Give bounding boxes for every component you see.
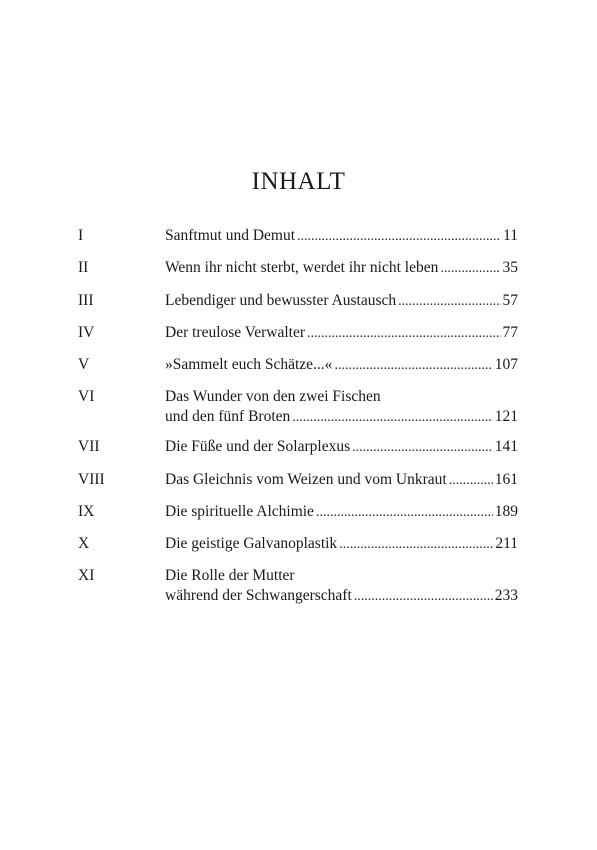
toc-entry: [78, 502, 518, 534]
chapter-title-first-line: Das Wunder von den zwei Fischen: [165, 388, 381, 405]
entry-line: [165, 470, 518, 491]
toc-entry: [78, 323, 518, 355]
chapter-numeral: VII: [78, 438, 100, 455]
chapter-numeral: VIII: [78, 471, 105, 488]
entry-text: [165, 502, 518, 523]
chapter-title: und den fünf Broten: [165, 408, 291, 425]
page-number: 121: [494, 408, 518, 425]
chapter-title: während der Schwangerschaft: [165, 587, 352, 604]
toc-entry: [78, 437, 518, 470]
dot-leader: [354, 587, 493, 607]
page-title: INHALT: [251, 168, 346, 195]
dot-leader: [307, 324, 500, 344]
table-of-contents: [78, 226, 518, 616]
chapter-title: Lebendiger und bewusster Austausch: [165, 292, 397, 309]
chapter-numeral: III: [78, 292, 94, 309]
dot-leader: [339, 535, 493, 555]
dot-leader: [334, 356, 492, 376]
entry-text: [165, 387, 518, 428]
chapter-numeral: IX: [78, 503, 95, 520]
chapter-title: Der treulose Verwalter: [165, 324, 306, 341]
entry-text: [165, 291, 518, 312]
chapter-numeral: X: [78, 535, 90, 552]
entry-text: [165, 566, 518, 607]
chapter-title: Die geistige Galvanoplastik: [165, 535, 338, 552]
page-number: 233: [494, 587, 518, 604]
dot-leader: [398, 292, 500, 312]
chapter-title: »Sammelt euch Schätze...«: [165, 356, 333, 373]
chapter-numeral: XI: [78, 567, 95, 584]
page-number: 77: [502, 324, 518, 341]
chapter-title: Wenn ihr nicht sterbt, werdet ihr nicht leben: [165, 259, 439, 276]
page-number: 141: [494, 438, 518, 455]
toc-entry: [78, 534, 518, 566]
dot-leader: [292, 408, 492, 428]
entry-text: [165, 534, 518, 555]
toc-entry: [78, 226, 518, 258]
chapter-title: Die spirituelle Alchimie: [165, 503, 314, 520]
page-number: 11: [503, 227, 518, 244]
dot-leader: [449, 471, 493, 491]
page-number: 35: [502, 259, 518, 276]
toc-entry: [78, 470, 518, 502]
toc-entry: [78, 291, 518, 323]
entry-text: [165, 226, 518, 247]
chapter-numeral: V: [78, 356, 90, 373]
entry-line: [165, 586, 518, 607]
chapter-title-first-line: Die Rolle der Mutter: [165, 567, 295, 584]
page-number: 107: [494, 356, 518, 373]
chapter-numeral: VI: [78, 388, 95, 405]
page-number: 211: [495, 535, 518, 552]
entry-text: [165, 323, 518, 344]
entry-line: [165, 323, 518, 344]
entry-line: [165, 258, 518, 279]
entry-line: [165, 355, 518, 376]
toc-entry: [78, 387, 518, 437]
dot-leader: [352, 438, 493, 458]
dot-leader: [316, 503, 493, 523]
chapter-title: Die Füße und der Solarplexus: [165, 438, 351, 455]
toc-entry: [78, 566, 518, 616]
entry-line: [165, 407, 518, 428]
chapter-title: Sanftmut und Demut: [165, 227, 296, 244]
dot-leader: [297, 227, 501, 247]
toc-entry: [78, 355, 518, 387]
entry-line: [165, 502, 518, 523]
entry-text: [165, 258, 518, 279]
entry-text: [165, 437, 518, 458]
chapter-numeral: I: [78, 227, 84, 244]
entry-line: [165, 291, 518, 312]
entry-text: [165, 355, 518, 376]
dot-leader: [440, 259, 500, 279]
toc-entry: [78, 258, 518, 291]
page-number: 189: [494, 503, 518, 520]
page-number: 161: [494, 471, 518, 488]
entry-text: [165, 470, 518, 491]
page-number: 57: [502, 292, 518, 309]
entry-line: [165, 534, 518, 555]
entry-line: [165, 437, 518, 458]
chapter-numeral: IV: [78, 324, 95, 341]
chapter-numeral: II: [78, 259, 89, 276]
chapter-title: Das Gleichnis vom Weizen und vom Unkraut: [165, 471, 447, 488]
entry-line: [165, 226, 518, 247]
